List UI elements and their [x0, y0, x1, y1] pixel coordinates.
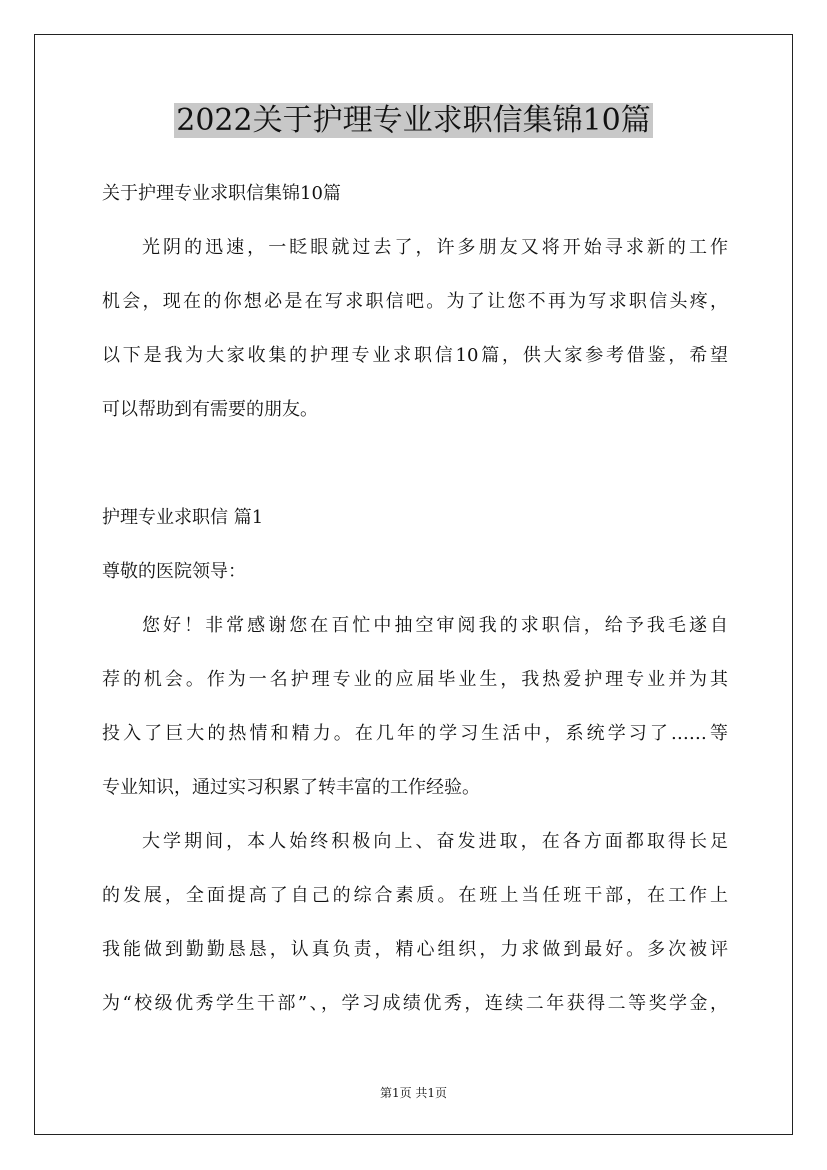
- paragraph-line: 专业知识，通过实习积累了转丰富的工作经验。: [102, 777, 480, 798]
- intro-line: 机会，现在的你想必是在写求职信吧。为了让您不再为写求职信头疼，: [102, 291, 728, 312]
- paragraph-line: 我能做到勤勤恳恳，认真负责，精心组织，力求做到最好。多次被评: [102, 939, 728, 960]
- document-title: [0, 100, 827, 142]
- paragraph-line: 的发展，全面提高了自己的综合素质。在班上当任班干部，在工作上: [102, 885, 728, 906]
- page-footer: [0, 1084, 827, 1101]
- paragraph-line: 您好！非常感谢您在百忙中抽空审阅我的求职信，给予我毛遂自: [142, 615, 728, 636]
- intro-line: 以下是我为大家收集的护理专业求职信10篇，供大家参考借鉴，希望: [102, 345, 728, 366]
- section-heading: 护理专业求职信 篇1: [102, 507, 264, 528]
- salutation: 尊敬的医院领导：: [102, 561, 246, 582]
- document-title-text: 2022关于护理专业求职信集锦10篇: [176, 103, 651, 138]
- paragraph-line: 荐的机会。作为一名护理专业的应届毕业生，我热爱护理专业并为其: [102, 669, 728, 690]
- paragraph-gap: [102, 440, 728, 494]
- paragraph-line: 大学期间，本人始终积极向上、奋发进取，在各方面都取得长足: [142, 831, 728, 852]
- document-subtitle: 关于护理专业求职信集锦10篇: [102, 183, 341, 204]
- paragraph-line: 投入了巨大的热情和精力。在几年的学习生活中，系统学习了……等: [102, 723, 728, 744]
- intro-line: 可以帮助到有需要的朋友。: [102, 399, 318, 420]
- page-number: 第1页 共1页: [379, 1086, 448, 1100]
- paragraph-line: 为“校级优秀学生干部”、，学习成绩优秀，连续二年获得二等奖学金，: [102, 993, 728, 1014]
- document-body: [102, 170, 728, 1034]
- intro-line: 光阴的迅速，一眨眼就过去了，许多朋友又将开始寻求新的工作: [142, 237, 728, 258]
